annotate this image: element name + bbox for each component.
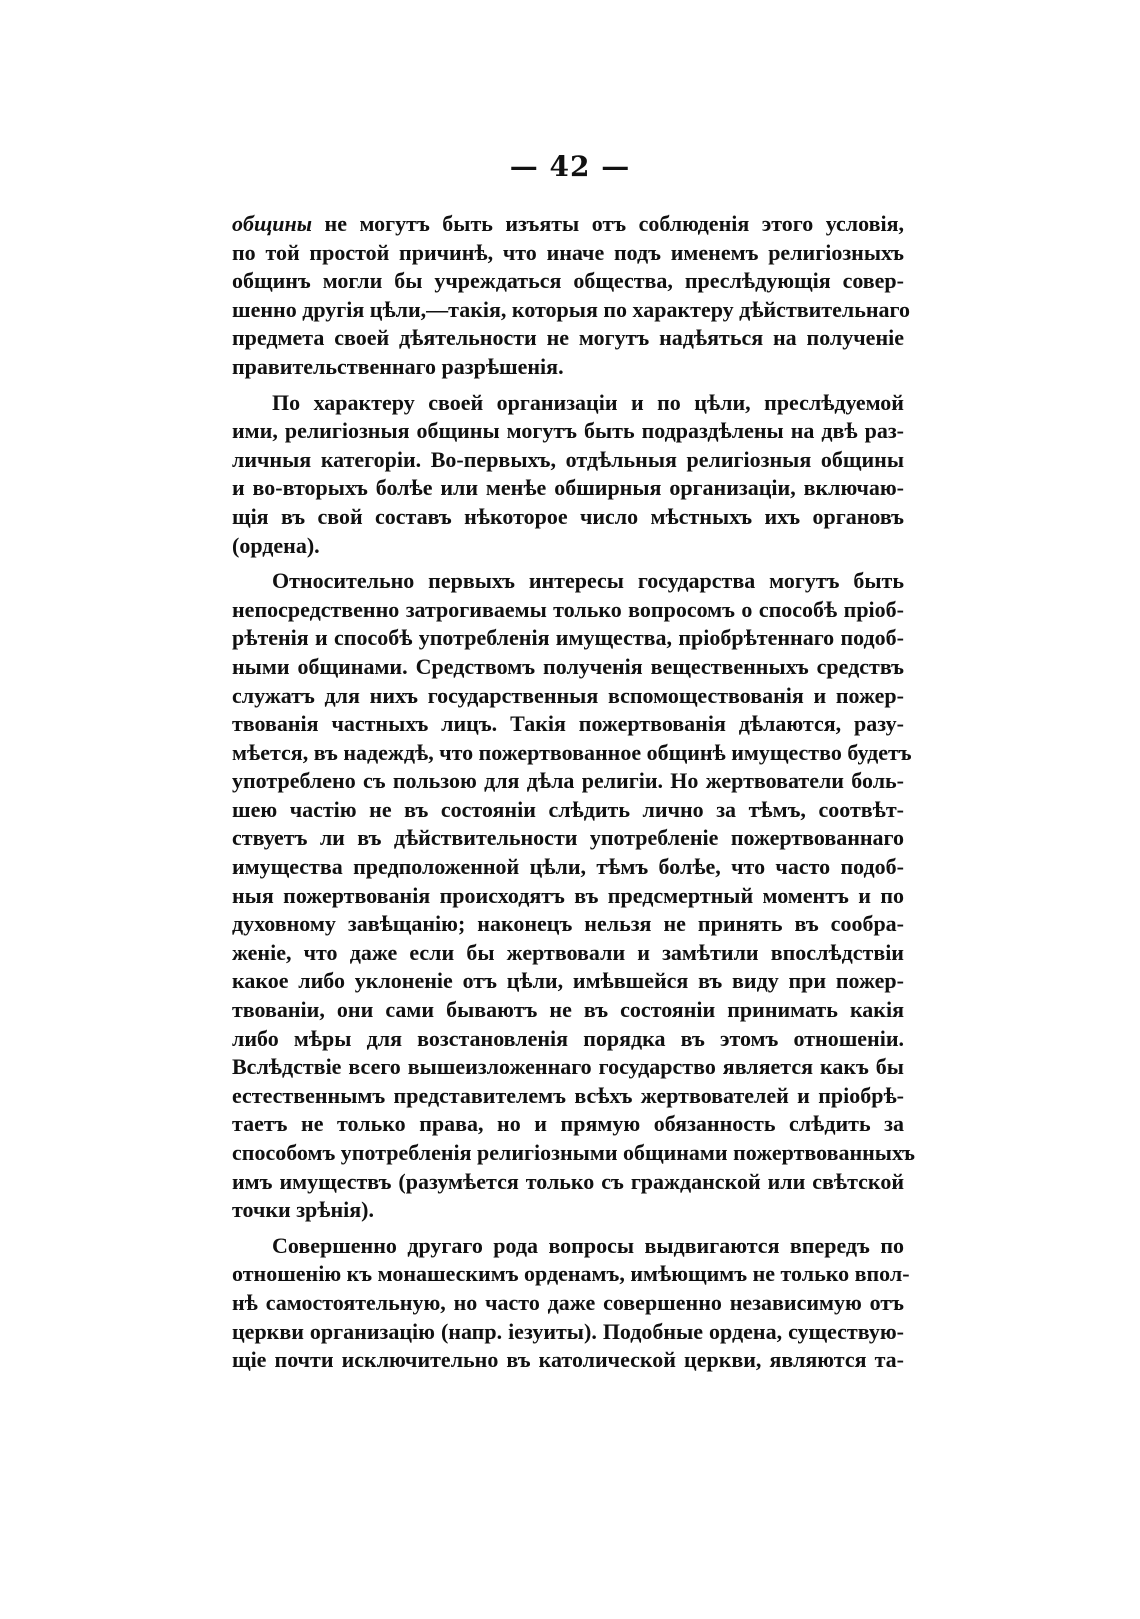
text-line: (ордена).: [232, 532, 320, 558]
body-text: [232, 210, 915, 1382]
text-line: твованія частныхъ лицъ. Такія пожертвованія дѣлаются, разу-: [232, 711, 904, 737]
text-line: ными общинами. Средствомъ полученія вещественныхъ средствъ: [232, 653, 904, 679]
text-line: по той простой причинѣ, что иначе подъ именемъ религіозныхъ: [232, 239, 904, 265]
text-line: нѣ самостоятельную, но часто даже совершенно независимую отъ: [232, 1289, 904, 1315]
paragraph-3: [232, 567, 915, 1225]
text-line: Относительно первыхъ интересы государства могутъ быть: [272, 568, 904, 594]
text-line: щіе почти исключительно въ католической церкви, являются та-: [232, 1347, 904, 1373]
text-line: какое либо уклоненіе отъ цѣли, имѣвшейся въ виду при пожер-: [232, 968, 904, 994]
text-line: таетъ не только права, но и прямую обязанность слѣдить за: [232, 1111, 904, 1137]
text-line: ныя пожертвованія происходятъ въ предсмертный моментъ и по: [232, 882, 904, 908]
page-number: — 42 —: [509, 150, 631, 183]
text-line: твованіи, они сами бываютъ не въ состояніи принимать какія: [232, 997, 904, 1023]
text-line: рѣтенія и способѣ употребленія имущества, пріобрѣтеннаго подоб-: [232, 625, 904, 651]
text-line: отношенію къ монашескимъ орденамъ, имѣющимъ не только впол-: [232, 1261, 910, 1287]
text-line: либо мѣры для возстановленія порядка въ этомъ отношеніи.: [232, 1025, 904, 1051]
text-line: духовному завѣщанію; наконецъ нельзя не принять въ сообра-: [232, 911, 904, 937]
text-line: имущества предположенной цѣли, тѣмъ болѣе, что часто подоб-: [232, 854, 904, 880]
text-line: личныя категоріи. Во-первыхъ, отдѣльныя религіозныя общины: [232, 446, 904, 472]
text-line: Совершенно другаго рода вопросы выдвигаются впередъ по: [272, 1232, 904, 1258]
text-line: точки зрѣнія).: [232, 1197, 375, 1223]
text-line: имъ имуществъ (разумѣется только съ гражданской или свѣтской: [232, 1168, 904, 1194]
text-line: ствуетъ ли въ дѣйствительности употребленіе пожертвованнаго: [232, 825, 904, 851]
text-line: способомъ употребленія религіозными общинами пожертвованныхъ: [232, 1140, 915, 1165]
paragraph-4: [232, 1232, 910, 1375]
text-line: По характеру своей организаціи и по цѣли, преслѣдуемой: [272, 389, 904, 415]
text-line: служатъ для нихъ государственныя вспомоществованія и пожер-: [232, 682, 904, 708]
text-line: Вслѣдствіе всего вышеизложеннаго государство является какъ бы: [232, 1054, 904, 1080]
text-line: непосредственно затрогиваемы только вопросомъ о способѣ пріоб-: [232, 596, 904, 622]
text-line: правительственнаго разрѣшенія.: [232, 353, 564, 379]
text-line: мѣется, въ надеждѣ, что пожертвованное общинѣ имущество будетъ: [232, 739, 912, 765]
text-line: церкви организацію (напр. іезуиты). Подобные ордена, существую-: [232, 1318, 904, 1344]
text-line: ими, религіозныя общины могутъ быть подраздѣлены на двѣ раз-: [232, 418, 904, 444]
text-line: общинъ могли бы учреждаться общества, преслѣдующія совер-: [232, 268, 904, 294]
italic-word: общины: [232, 211, 313, 236]
text-line: употреблено съ пользою для дѣла религіи. Но жертвователи боль-: [232, 768, 904, 794]
paragraph-1: [232, 210, 910, 382]
text-line: и во-вторыхъ болѣе или менѣе обширныя организаціи, включаю-: [232, 475, 904, 501]
paragraph-2: [232, 389, 904, 561]
text-line: женіе, что даже если бы жертвовали и замѣтили впослѣдствіи: [232, 939, 904, 965]
text-line: шенно другія цѣли,—такія, которыя по характеру дѣйствительнаго: [232, 296, 910, 322]
text-line: предмета своей дѣятельности не могутъ надѣяться на полученіе: [232, 325, 904, 351]
text-line: щія въ свой составъ нѣкоторое число мѣстныхъ ихъ органовъ: [232, 503, 904, 529]
text-line: естественнымъ представителемъ всѣхъ жертвователей и пріобрѣ-: [232, 1082, 904, 1108]
text-line: шею частію не въ состояніи слѣдить лично за тѣмъ, соотвѣт-: [232, 796, 904, 822]
text-line: общины не могутъ быть изъяты отъ соблюденія этого условія,: [232, 211, 904, 236]
